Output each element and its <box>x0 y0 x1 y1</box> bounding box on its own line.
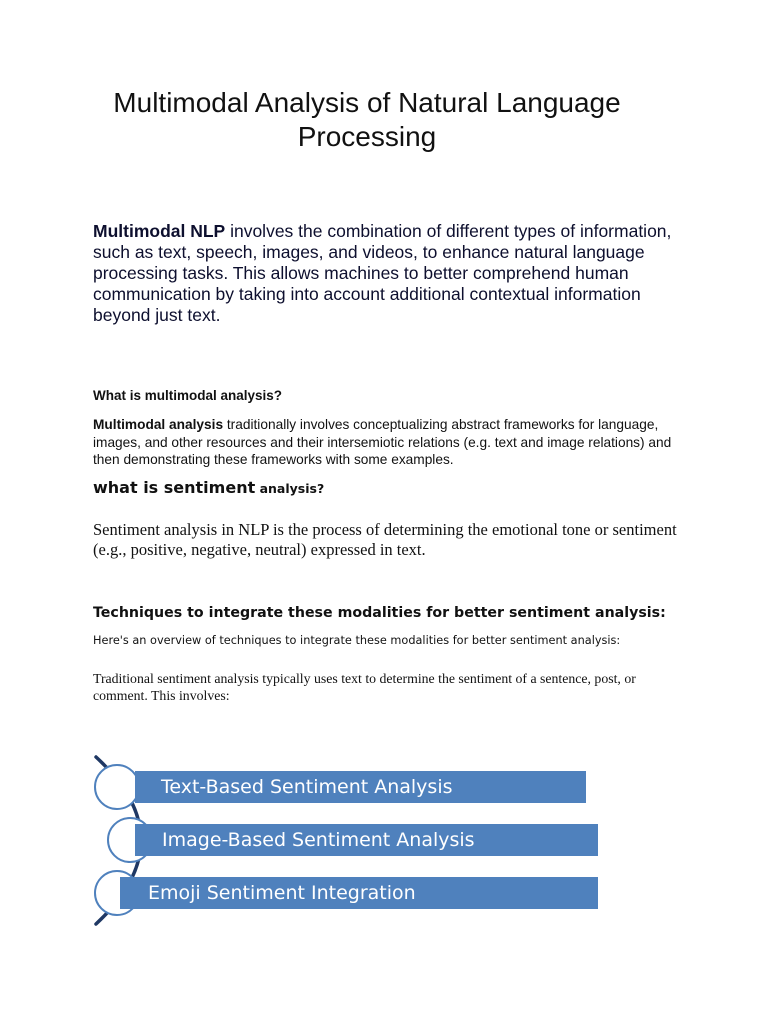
title-line-2: Processing <box>297 121 437 152</box>
multimodal-paragraph <box>93 416 693 469</box>
sentiment-heading-main: what is sentiment <box>93 478 256 497</box>
multimodal-heading: What is multimodal analysis? <box>93 388 283 403</box>
diagram-circle-1 <box>95 765 139 809</box>
intro-paragraph <box>93 221 673 326</box>
sentiment-paragraph: Sentiment analysis in NLP is the process of determining the emotional tone or sentiment (e.g., positive, negative, neutral) expressed in text. <box>93 520 677 559</box>
intro-text: involves the combination of different types of information, such as text, speech, images, and videos, to enhance natural language processing tasks. This allows machines to better comprehend human communication by taking into account additional contextual information beyond just text. <box>93 221 672 325</box>
title-line-1: Multimodal Analysis of Natural Language <box>113 87 621 118</box>
sentiment-heading <box>93 478 324 497</box>
diagram-item-image-based: Image-Based Sentiment Analysis <box>135 824 598 856</box>
intro-bold-term: Multimodal NLP <box>93 221 226 241</box>
diagram-item-text-based: Text-Based Sentiment Analysis <box>135 771 586 803</box>
traditional-paragraph: Traditional sentiment analysis typically uses text to determine the sentiment of a sentence, post, or comment. This involves: <box>93 671 636 703</box>
techniques-heading: Techniques to integrate these modalities for better sentiment analysis: <box>93 605 666 621</box>
multimodal-text: traditionally involves conceptualizing abstract frameworks for language, images, and other resources and their intersemiotic relations (e.g. text and image relations) and then demonstrating these frameworks with some examples. <box>93 417 672 467</box>
sentiment-heading-tail: analysis? <box>255 481 325 496</box>
diagram-item-emoji: Emoji Sentiment Integration <box>120 877 598 909</box>
multimodal-bold-term: Multimodal analysis <box>93 417 224 432</box>
page-title <box>60 86 674 154</box>
techniques-overview: Here's an overview of techniques to integrate these modalities for better sentiment analysis: <box>93 634 621 647</box>
